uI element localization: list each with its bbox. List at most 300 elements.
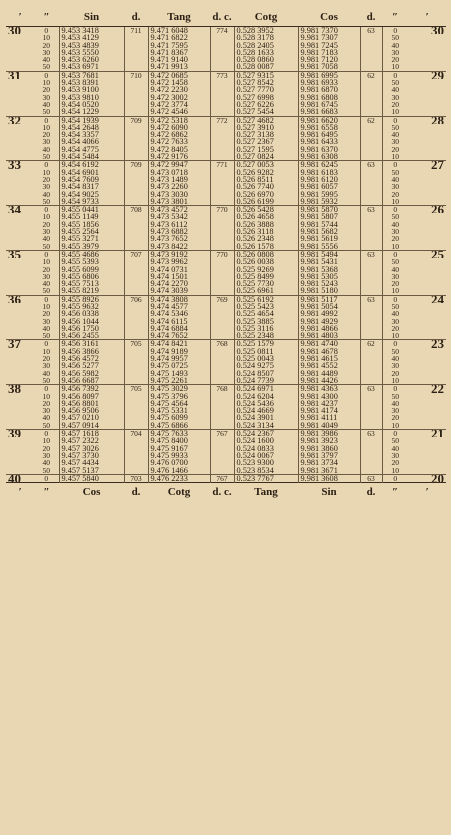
second-right-cell: 50 [382,348,408,355]
cos-diff-cell: 62 [360,340,382,348]
sin-diff-cell: 709 [124,161,148,169]
sin-diff-cell [124,176,148,183]
common-diff-cell [210,258,234,265]
minute-cell [6,79,34,86]
cos-diff-cell [360,280,382,287]
second-cell: 50 [42,153,50,161]
sin-cell: 9.453 9810 [59,94,124,101]
second-cell: 10 [42,123,50,132]
table-row [6,318,446,325]
table-row [6,42,446,49]
second-right-cell: 30 [382,273,408,280]
table-row [6,183,446,190]
cotg-cell: 0.523 8534 [234,467,298,475]
cos-cell: 9.981 4929 [298,318,360,325]
sin-diff-cell [124,49,148,56]
cos-cell: 9.981 7120 [298,56,360,63]
cos-diff-cell [360,221,382,228]
table-row [6,176,446,183]
cos-cell: 9.981 4615 [298,355,360,362]
table-row [6,27,446,35]
second-right-cell: 20 [382,146,408,153]
tang-cell: 9.475 6866 [148,422,210,430]
minute-cell [6,370,34,377]
sin-diff-cell [124,183,148,190]
cotg-cell: 0.524 9275 [234,362,298,369]
cotg-cell: 0.526 9282 [234,169,298,176]
common-diff-cell [210,169,234,176]
second-right-cell: 20 [382,414,408,421]
minute-right-cell [408,280,446,287]
minute-cell: 34 [6,206,34,214]
cos-diff-cell [360,213,382,220]
minute-cell: 38 [6,385,34,393]
minute-right-cell [408,243,446,251]
cotg-cell: 0.527 0824 [234,153,298,161]
common-diff-cell [210,437,234,444]
minute-right-cell [408,176,446,183]
cos-cell: 9.981 6870 [298,86,360,93]
sin-cell: 9.455 6099 [59,266,124,273]
sin-diff-cell [124,169,148,176]
tang-cell: 9.474 6115 [148,318,210,325]
second-cell: 30 [42,48,50,57]
common-diff-cell [210,348,234,355]
cos-cell: 9.981 6433 [298,138,360,145]
sin-cell: 9.456 5277 [59,362,124,369]
cos-diff-cell: 63 [360,27,382,35]
cos-diff-cell [360,459,382,466]
cotg-cell: 0.527 6226 [234,101,298,108]
second-right-cell: 50 [382,79,408,86]
sin-diff-cell [124,191,148,198]
cos-cell: 9.981 5431 [298,258,360,265]
common-diff-cell: 773 [210,71,234,79]
cos-cell: 9.981 7370 [298,27,360,35]
cos-cell: 9.981 4678 [298,348,360,355]
minute-cell [6,318,34,325]
common-diff-cell [210,94,234,101]
sin-cell: 9.456 8097 [59,393,124,400]
footer-minutes: ′ [6,483,34,502]
cotg-cell: 0.527 1595 [234,146,298,153]
sin-diff-cell [124,94,148,101]
second-cell: 40 [42,100,50,109]
minute-cell [6,191,34,198]
second-cell: 0 [34,295,59,303]
minute-right-cell [408,191,446,198]
cos-diff-cell [360,153,382,161]
second-right-cell: 0 [382,116,408,124]
table-row [6,146,446,153]
common-diff-cell: 768 [210,340,234,348]
sin-diff-cell [124,362,148,369]
second-cell: 30 [42,228,50,236]
cotg-cell: 0.527 8542 [234,79,298,86]
minute-right-cell [408,49,446,56]
minute-cell [6,258,34,265]
table-row [6,348,446,355]
second-cell: 40 [42,369,50,377]
minute-right-cell [408,414,446,421]
sin-cell: 9.455 5393 [59,258,124,265]
sin-cell: 9.457 0210 [59,414,124,421]
common-diff-cell [210,79,234,86]
minute-right-cell [408,325,446,332]
tang-cell: 9.474 9957 [148,355,210,362]
common-diff-cell [210,86,234,93]
cos-diff-cell [360,266,382,273]
table-row [6,377,446,385]
sin-diff-cell [124,213,148,220]
cos-cell: 9.981 5807 [298,213,360,220]
second-right-cell: 30 [382,407,408,414]
minute-right-cell: 26 [408,206,446,214]
cos-diff-cell [360,124,382,131]
table-row [6,325,446,332]
cotg-cell: 0.525 8499 [234,273,298,280]
header-d: d. [124,8,148,27]
sin-cell: 9.453 4839 [59,42,124,49]
common-diff-cell [210,191,234,198]
table-row [6,250,446,258]
cotg-cell: 0.525 9269 [234,266,298,273]
common-diff-cell [210,124,234,131]
minute-cell [6,49,34,56]
common-diff-cell [210,198,234,206]
cotg-cell: 0.526 4658 [234,213,298,220]
header-sin: Sin [59,8,124,27]
minute-cell [6,287,34,295]
tang-cell: 9.473 9962 [148,258,210,265]
tang-cell: 9.472 4546 [148,108,210,116]
minute-right-cell [408,221,446,228]
table-row [6,459,446,466]
cos-diff-cell [360,169,382,176]
tang-cell: 9.474 4577 [148,303,210,310]
tang-cell: 9.474 2270 [148,280,210,287]
minute-right-cell [408,138,446,145]
second-cell: 10 [42,437,50,445]
sin-diff-cell: 703 [124,474,148,482]
tang-cell: 9.473 9192 [148,250,210,258]
second-cell: 50 [42,332,50,340]
sin-cell: 9.454 1939 [59,116,124,124]
sin-cell: 9.453 3418 [59,27,124,35]
minute-cell [6,228,34,235]
second-cell: 40 [42,145,50,154]
cos-diff-cell [360,138,382,145]
minute-cell [6,108,34,116]
second-cell: 40 [42,56,50,64]
cos-cell: 9.981 4237 [298,400,360,407]
second-right-cell: 30 [382,452,408,459]
sin-cell: 9.455 8219 [59,287,124,295]
second-right-cell: 40 [382,400,408,407]
cotg-cell: 0.524 8507 [234,370,298,377]
common-diff-cell [210,318,234,325]
cotg-cell: 0.525 3885 [234,318,298,325]
sin-cell: 9.457 2322 [59,437,124,444]
sin-diff-cell [124,153,148,161]
sin-cell: 9.455 7513 [59,280,124,287]
cos-diff-cell [360,79,382,86]
second-cell: 10 [42,79,50,87]
second-cell: 20 [42,175,50,184]
footer-tang: Tang [234,483,298,502]
sin-cell: 9.457 5840 [59,474,124,482]
common-diff-cell: 770 [210,206,234,214]
second-right-cell: 10 [382,198,408,206]
sin-cell: 9.456 7392 [59,385,124,393]
cos-diff-cell [360,348,382,355]
table-row [6,153,446,161]
sin-cell: 9.454 8317 [59,183,124,190]
footer-cotg: Cotg [148,483,210,502]
second-cell: 10 [42,392,50,400]
minute-cell [6,445,34,452]
common-diff-cell [210,49,234,56]
tang-cell: 9.475 9167 [148,445,210,452]
tang-cell: 9.474 7652 [148,332,210,340]
cos-diff-cell [360,414,382,421]
second-right-cell: 30 [382,362,408,369]
sin-diff-cell [124,146,148,153]
common-diff-cell [210,407,234,414]
cos-diff-cell [360,445,382,452]
second-right-cell: 30 [382,318,408,325]
minute-right-cell: 20 [408,474,446,482]
tang-cell: 9.474 3039 [148,287,210,295]
cos-diff-cell [360,325,382,332]
sin-diff-cell [124,325,148,332]
sin-diff-cell [124,243,148,251]
sin-cell: 9.454 4066 [59,138,124,145]
minute-right-cell: 25 [408,250,446,258]
table-row [6,191,446,198]
minute-cell: 33 [6,161,34,169]
sin-diff-cell [124,235,148,242]
second-cell: 50 [42,466,50,475]
sin-cell: 9.454 9025 [59,191,124,198]
cos-diff-cell [360,407,382,414]
cotg-cell: 0.527 3138 [234,131,298,138]
table-row [6,198,446,206]
sin-cell: 9.456 1750 [59,325,124,332]
footer-seconds-right: ″ [382,483,408,502]
cos-cell: 9.981 5744 [298,221,360,228]
second-cell: 0 [34,474,59,482]
sin-diff-cell [124,101,148,108]
sin-diff-cell: 705 [124,340,148,348]
minute-cell: 40 [6,474,34,482]
sin-diff-cell [124,355,148,362]
sin-cell: 9.457 3026 [59,445,124,452]
second-cell: 40 [42,414,50,422]
footer-dc: d. c. [210,483,234,502]
cotg-cell: 0.525 0043 [234,355,298,362]
table-row [6,452,446,459]
cotg-cell: 0.525 2348 [234,332,298,340]
tang-cell: 9.472 2230 [148,86,210,93]
sin-cell: 9.455 6806 [59,273,124,280]
minute-right-cell [408,407,446,414]
tang-cell: 9.475 6099 [148,414,210,421]
minute-cell [6,273,34,280]
minute-right-cell [408,393,446,400]
table-row [6,49,446,56]
second-right-cell: 20 [382,101,408,108]
second-cell: 0 [34,250,59,258]
footer-cos: Cos [59,483,124,502]
tang-cell: 9.476 1466 [148,467,210,475]
cos-cell: 9.981 3860 [298,445,360,452]
minute-cell: 36 [6,295,34,303]
common-diff-cell: 774 [210,27,234,35]
sin-cell: 9.453 9100 [59,86,124,93]
sin-diff-cell [124,280,148,287]
tang-cell: 9.474 0731 [148,266,210,273]
cos-cell: 9.981 6683 [298,108,360,116]
common-diff-cell [210,414,234,421]
common-diff-cell [210,243,234,251]
common-diff-cell [210,213,234,220]
sin-cell: 9.455 1149 [59,213,124,220]
tang-cell: 9.471 6048 [148,27,210,35]
table-row [6,445,446,452]
second-right-cell: 40 [382,131,408,138]
cotg-cell: 0.524 4669 [234,407,298,414]
cos-cell: 9.981 4300 [298,393,360,400]
sin-diff-cell [124,124,148,131]
sin-cell: 9.453 7681 [59,71,124,79]
cos-cell: 9.981 6120 [298,176,360,183]
tang-cell: 9.475 2261 [148,377,210,385]
tang-cell: 9.475 8400 [148,437,210,444]
minute-right-cell [408,310,446,317]
common-diff-cell: 772 [210,116,234,124]
cos-cell: 9.981 3608 [298,474,360,482]
tang-cell: 9.473 2260 [148,183,210,190]
minute-cell: 32 [6,116,34,124]
second-cell: 30 [42,451,50,460]
minute-right-cell: 24 [408,295,446,303]
cos-cell: 9.981 5305 [298,273,360,280]
minute-cell [6,34,34,41]
minute-cell: 31 [6,71,34,79]
second-cell: 40 [42,324,50,333]
sin-cell: 9.454 9733 [59,198,124,206]
common-diff-cell [210,42,234,49]
cotg-cell: 0.524 7739 [234,377,298,385]
header-cos: Cos [298,8,360,27]
cos-cell: 9.981 6245 [298,161,360,169]
second-right-cell: 40 [382,42,408,49]
cos-diff-cell [360,370,382,377]
cotg-cell: 0.527 7770 [234,86,298,93]
cotg-cell: 0.525 4654 [234,310,298,317]
cotg-cell: 0.525 3116 [234,325,298,332]
table-row [6,295,446,303]
second-cell: 0 [34,116,59,124]
cos-diff-cell [360,34,382,41]
minute-right-cell [408,34,446,41]
cos-cell: 9.981 6370 [298,146,360,153]
second-cell: 30 [42,93,50,101]
common-diff-cell [210,377,234,385]
cos-cell: 9.981 7183 [298,49,360,56]
sin-diff-cell: 709 [124,116,148,124]
common-diff-cell [210,183,234,190]
second-cell: 0 [34,206,59,214]
table-row [6,362,446,369]
minute-right-cell [408,258,446,265]
cotg-cell: 0.524 2367 [234,430,298,438]
minute-cell [6,355,34,362]
minute-cell [6,169,34,176]
cos-diff-cell [360,422,382,430]
second-right-cell: 0 [382,430,408,438]
table-row [6,221,446,228]
minute-cell [6,452,34,459]
tang-cell: 9.474 8421 [148,340,210,348]
minute-right-cell [408,124,446,131]
cotg-cell: 0.526 0808 [234,250,298,258]
cotg-cell: 0.528 0087 [234,63,298,71]
common-diff-cell [210,146,234,153]
cotg-cell: 0.526 3118 [234,228,298,235]
minute-right-cell [408,348,446,355]
second-cell: 20 [42,355,50,363]
cos-cell: 9.981 6308 [298,153,360,161]
table-row [6,393,446,400]
table-row [6,243,446,251]
minute-cell [6,198,34,206]
cos-diff-cell [360,437,382,444]
cos-diff-cell [360,318,382,325]
sin-cell: 9.455 9632 [59,303,124,310]
table-row [6,161,446,169]
common-diff-cell [210,467,234,475]
common-diff-cell: 768 [210,385,234,393]
header-tang: Tang [148,8,210,27]
cotg-cell: 0.525 0811 [234,348,298,355]
second-right-cell: 0 [382,250,408,258]
minute-right-cell: 22 [408,385,446,393]
common-diff-cell [210,101,234,108]
table-row [6,213,446,220]
common-diff-cell [210,400,234,407]
minute-cell [6,153,34,161]
minute-cell [6,400,34,407]
sin-cell: 9.455 4686 [59,250,124,258]
minute-right-cell [408,228,446,235]
second-right-cell: 0 [382,27,408,35]
footer-seconds: ″ [34,483,59,502]
sin-diff-cell [124,221,148,228]
minute-right-cell [408,153,446,161]
table-row [6,385,446,393]
tang-cell: 9.473 5342 [148,213,210,220]
sin-diff-cell [124,138,148,145]
cos-diff-cell [360,101,382,108]
minute-right-cell: 28 [408,116,446,124]
second-cell: 10 [42,258,50,266]
common-diff-cell [210,221,234,228]
minute-cell [6,467,34,475]
second-right-cell: 20 [382,325,408,332]
cos-cell: 9.981 6745 [298,101,360,108]
